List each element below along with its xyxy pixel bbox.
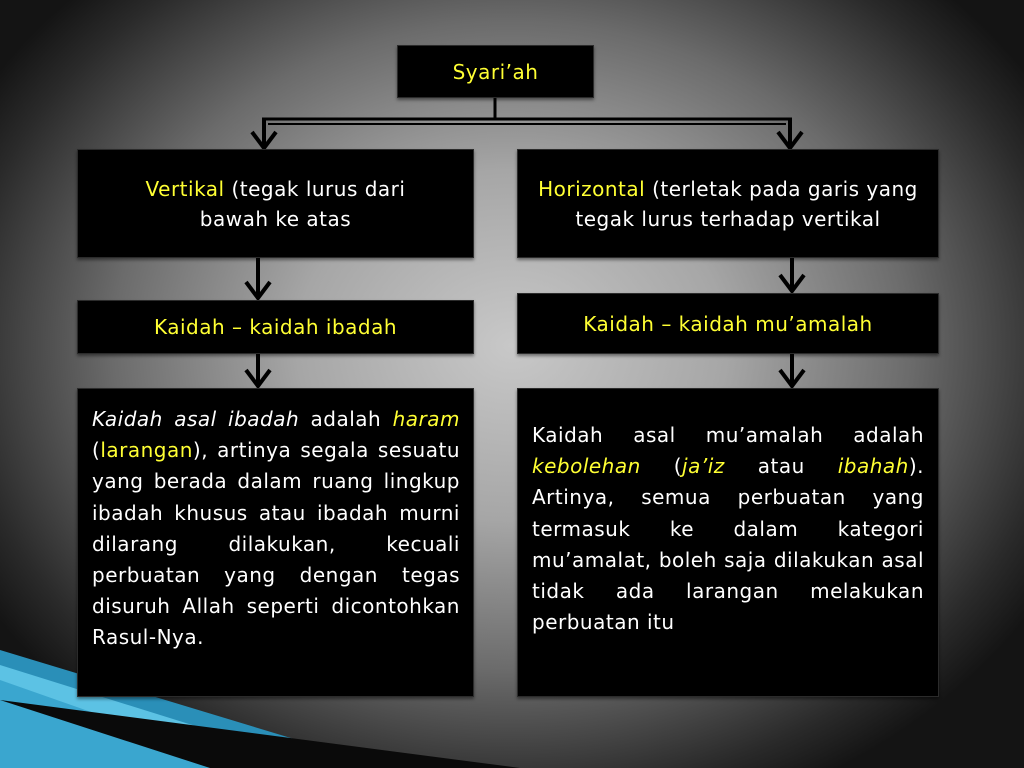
ibadah-description-box (77, 388, 474, 697)
kaidah-ibadah-box (77, 300, 474, 354)
ibadah-desc-larangan: larangan (100, 438, 193, 463)
muamalah-desc-ibahah: ibahah (837, 454, 909, 479)
kaidah-muamalah-label: Kaidah – kaidah mu’amalah (583, 311, 873, 336)
ibadah-desc-text-3: ), artinya segala sesuatu yang berada dalam ruang lingkup ibadah khusus atau ibadah murni dilarang dilakukan, kecuali perbuatan yang dengan tegas disuruh Allah seperti dicontohkan Rasul-Nya. (92, 438, 460, 650)
vertikal-text (108, 174, 443, 234)
ibadah-desc-text-2: ( (92, 438, 101, 463)
ibadah-description (92, 404, 460, 654)
vertikal-keyword: Vertikal (145, 176, 225, 201)
muamalah-desc-text-4: ). Artinya, semua perbuatan yang termasuk ke dalam kategori mu’amalat, boleh saja dilakukan asal tidak ada larangan melakukan perbuatan itu (532, 454, 924, 635)
syariah-label: Syari’ah (452, 59, 539, 84)
horizontal-description: (terletak pada garis yang tegak lurus terhadap vertikal (575, 176, 918, 231)
muamalah-desc-text-2: ( (640, 454, 683, 479)
muamalah-desc-text-3: atau (724, 454, 838, 479)
horizontal-text (536, 174, 920, 234)
muamalah-desc-text-1: Kaidah asal mu’amalah adalah (532, 423, 924, 447)
horizontal-box (517, 149, 939, 258)
ibadah-desc-haram: haram (392, 407, 460, 431)
vertikal-box (77, 149, 474, 258)
ibadah-desc-text-1: adalah (299, 407, 393, 431)
muamalah-desc-kebolehan: kebolehan (532, 454, 641, 479)
kaidah-ibadah-label: Kaidah – kaidah ibadah (153, 315, 398, 339)
ibadah-desc-italic-1: Kaidah asal ibadah (92, 407, 300, 431)
horizontal-keyword: Horizontal (538, 176, 646, 201)
muamalah-description-box (517, 388, 939, 697)
muamalah-desc-jaiz: ja’iz (682, 454, 725, 479)
vertikal-description: (tegak lurus dari bawah ke atas (199, 176, 406, 231)
syariah-box (397, 45, 594, 98)
kaidah-muamalah-box (517, 293, 939, 354)
muamalah-description (532, 420, 924, 638)
